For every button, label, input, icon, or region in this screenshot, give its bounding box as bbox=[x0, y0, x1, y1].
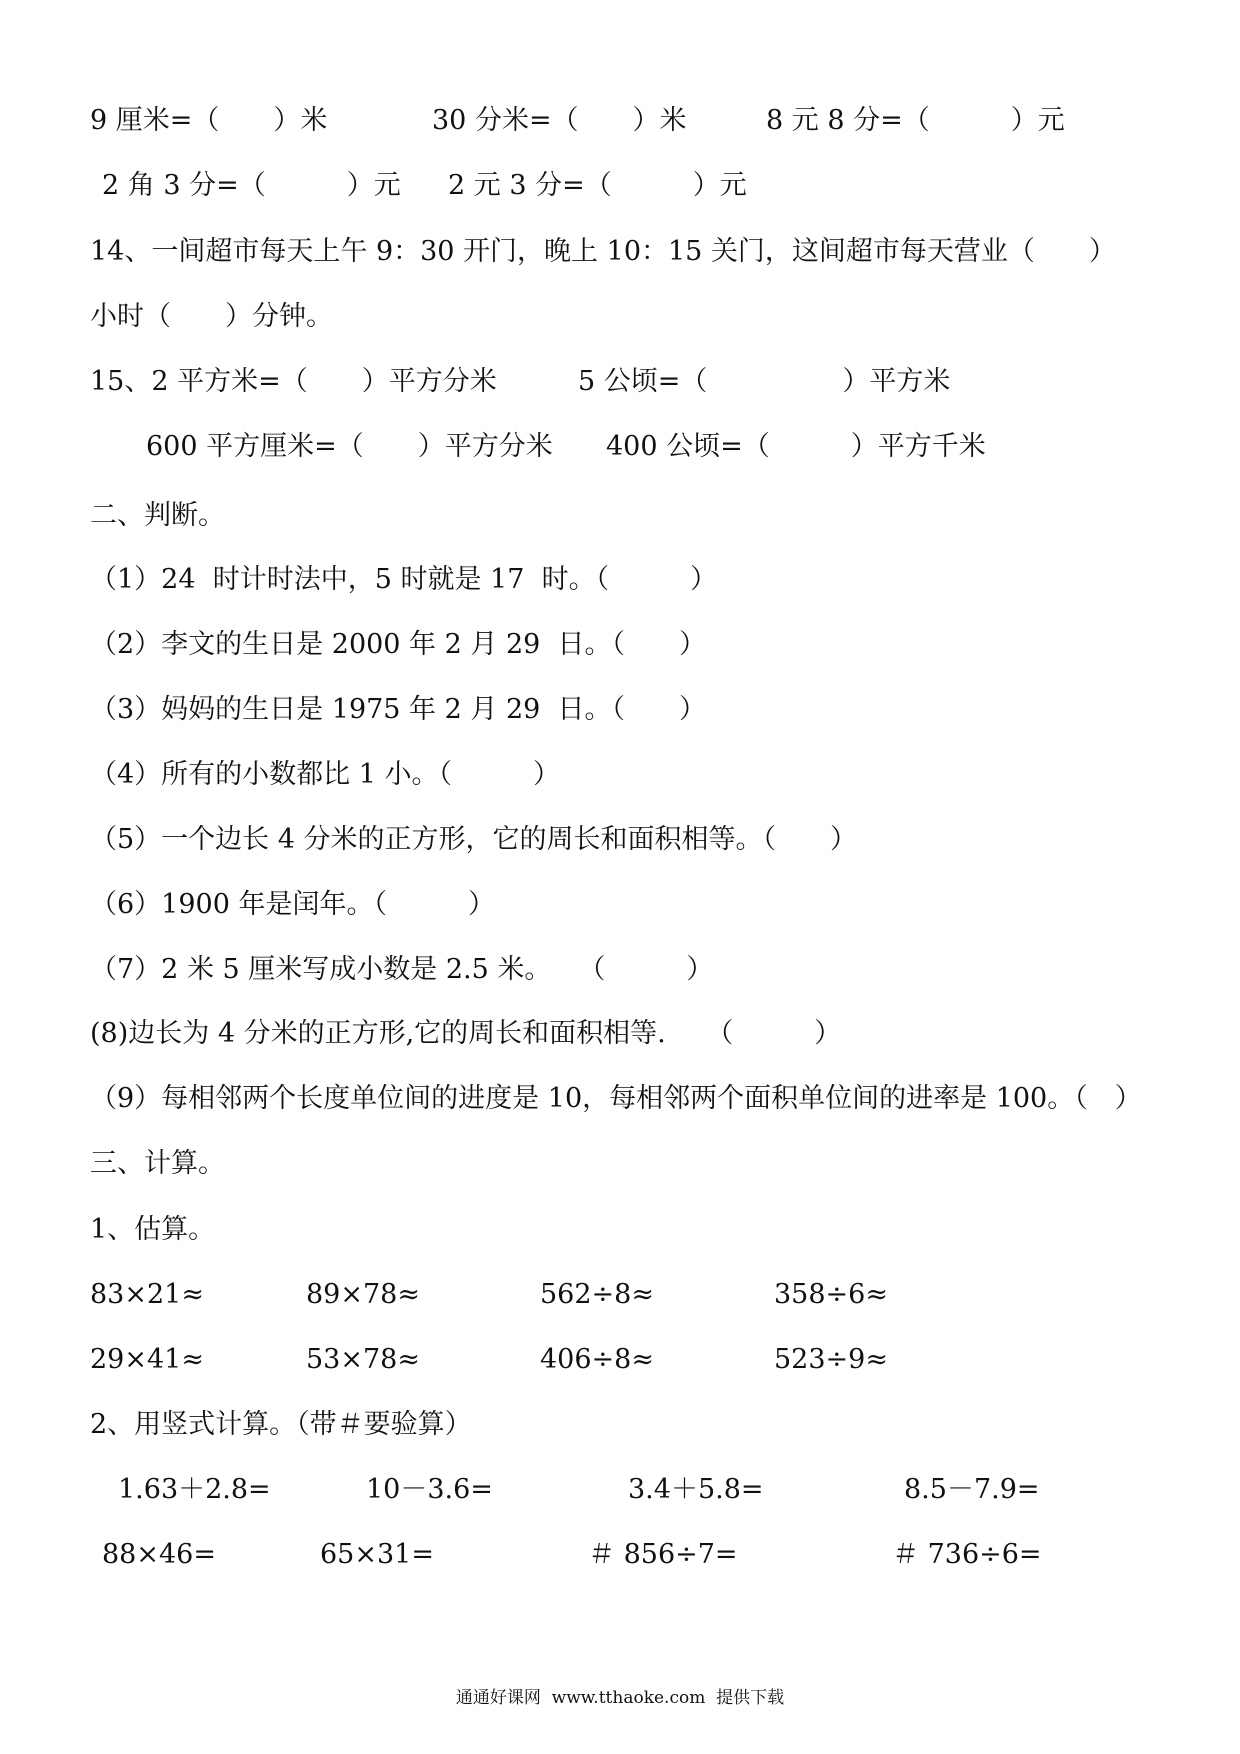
estimate-item: 562÷8≈ bbox=[540, 1279, 654, 1310]
column-calc-item: 3.4＋5.8= bbox=[628, 1474, 764, 1505]
estimate-item: 358÷6≈ bbox=[774, 1279, 888, 1310]
column-calc-item: 65×31= bbox=[320, 1539, 434, 1570]
calc-1-title: 1、估算。 bbox=[90, 1214, 216, 1245]
judgement-4: （4）所有的小数都比 1 小。（ ） bbox=[90, 759, 561, 790]
column-calc-item: 1.63＋2.8= bbox=[118, 1474, 271, 1505]
estimate-item: 523÷9≈ bbox=[774, 1344, 888, 1375]
judgement-8: (8)边长为 4 分米的正方形,它的周长和面积相等. （ ） bbox=[90, 1018, 842, 1049]
judgement-6: （6）1900 年是闰年。（ ） bbox=[90, 889, 495, 920]
judgement-2: （2）李文的生日是 2000 年 2 月 29 日。（ ） bbox=[90, 629, 707, 660]
question-15-b: 5 公顷=（ ）平方米 bbox=[578, 366, 951, 397]
question-15-a: 15、2 平方米=（ ）平方分米 bbox=[90, 366, 497, 397]
calc-2-title: 2、用竖式计算。（带＃要验算） bbox=[90, 1409, 472, 1440]
unit-conversion-jiao-fen: 2 角 3 分=（ ）元 bbox=[102, 170, 401, 201]
question-15-d: 400 公顷=（ ）平方千米 bbox=[606, 431, 986, 462]
column-calc-item: 88×46= bbox=[102, 1539, 216, 1570]
unit-conversion-yuan-fen-2: 2 元 3 分=（ ）元 bbox=[448, 170, 747, 201]
section-2-title: 二、判断。 bbox=[90, 500, 225, 531]
unit-conversion-yuan-fen: 8 元 8 分=（ ）元 bbox=[766, 105, 1065, 136]
judgement-7: （7）2 米 5 厘米写成小数是 2.5 米。 （ ） bbox=[90, 954, 714, 985]
column-calc-item: 8.5－7.9= bbox=[904, 1474, 1040, 1505]
question-15-c: 600 平方厘米=（ ）平方分米 bbox=[146, 431, 553, 462]
page-footer: 通通好课网 www.tthaoke.com 提供下载 bbox=[455, 1688, 785, 1708]
section-3-title: 三、计算。 bbox=[90, 1148, 225, 1179]
judgement-3: （3）妈妈的生日是 1975 年 2 月 29 日。（ ） bbox=[90, 694, 707, 725]
unit-conversion-dm-to-m: 30 分米=（ ）米 bbox=[432, 105, 687, 136]
estimate-item: 53×78≈ bbox=[306, 1344, 420, 1375]
judgement-9: （9）每相邻两个长度单位间的进度是 10，每相邻两个面积单位间的进率是 100。（ ） bbox=[90, 1083, 1142, 1114]
column-calc-item: ＃ 736÷6= bbox=[892, 1539, 1042, 1570]
judgement-5: （5）一个边长 4 分米的正方形，它的周长和面积相等。（ ） bbox=[90, 824, 858, 855]
unit-conversion-cm-to-m: 9 厘米=（ ）米 bbox=[90, 105, 328, 136]
estimate-item: 406÷8≈ bbox=[540, 1344, 654, 1375]
estimate-item: 83×21≈ bbox=[90, 1279, 204, 1310]
question-14-line2: 小时（ ）分钟。 bbox=[90, 301, 333, 332]
question-14-line1: 14、一间超市每天上午 9：30 开门，晚上 10：15 关门，这间超市每天营业（ ） bbox=[90, 236, 1116, 267]
judgement-1: （1）24 时计时法中，5 时就是 17 时。（ ） bbox=[90, 564, 718, 595]
estimate-item: 89×78≈ bbox=[306, 1279, 420, 1310]
column-calc-item: ＃ 856÷7= bbox=[588, 1539, 738, 1570]
column-calc-item: 10－3.6= bbox=[366, 1474, 493, 1505]
estimate-item: 29×41≈ bbox=[90, 1344, 204, 1375]
